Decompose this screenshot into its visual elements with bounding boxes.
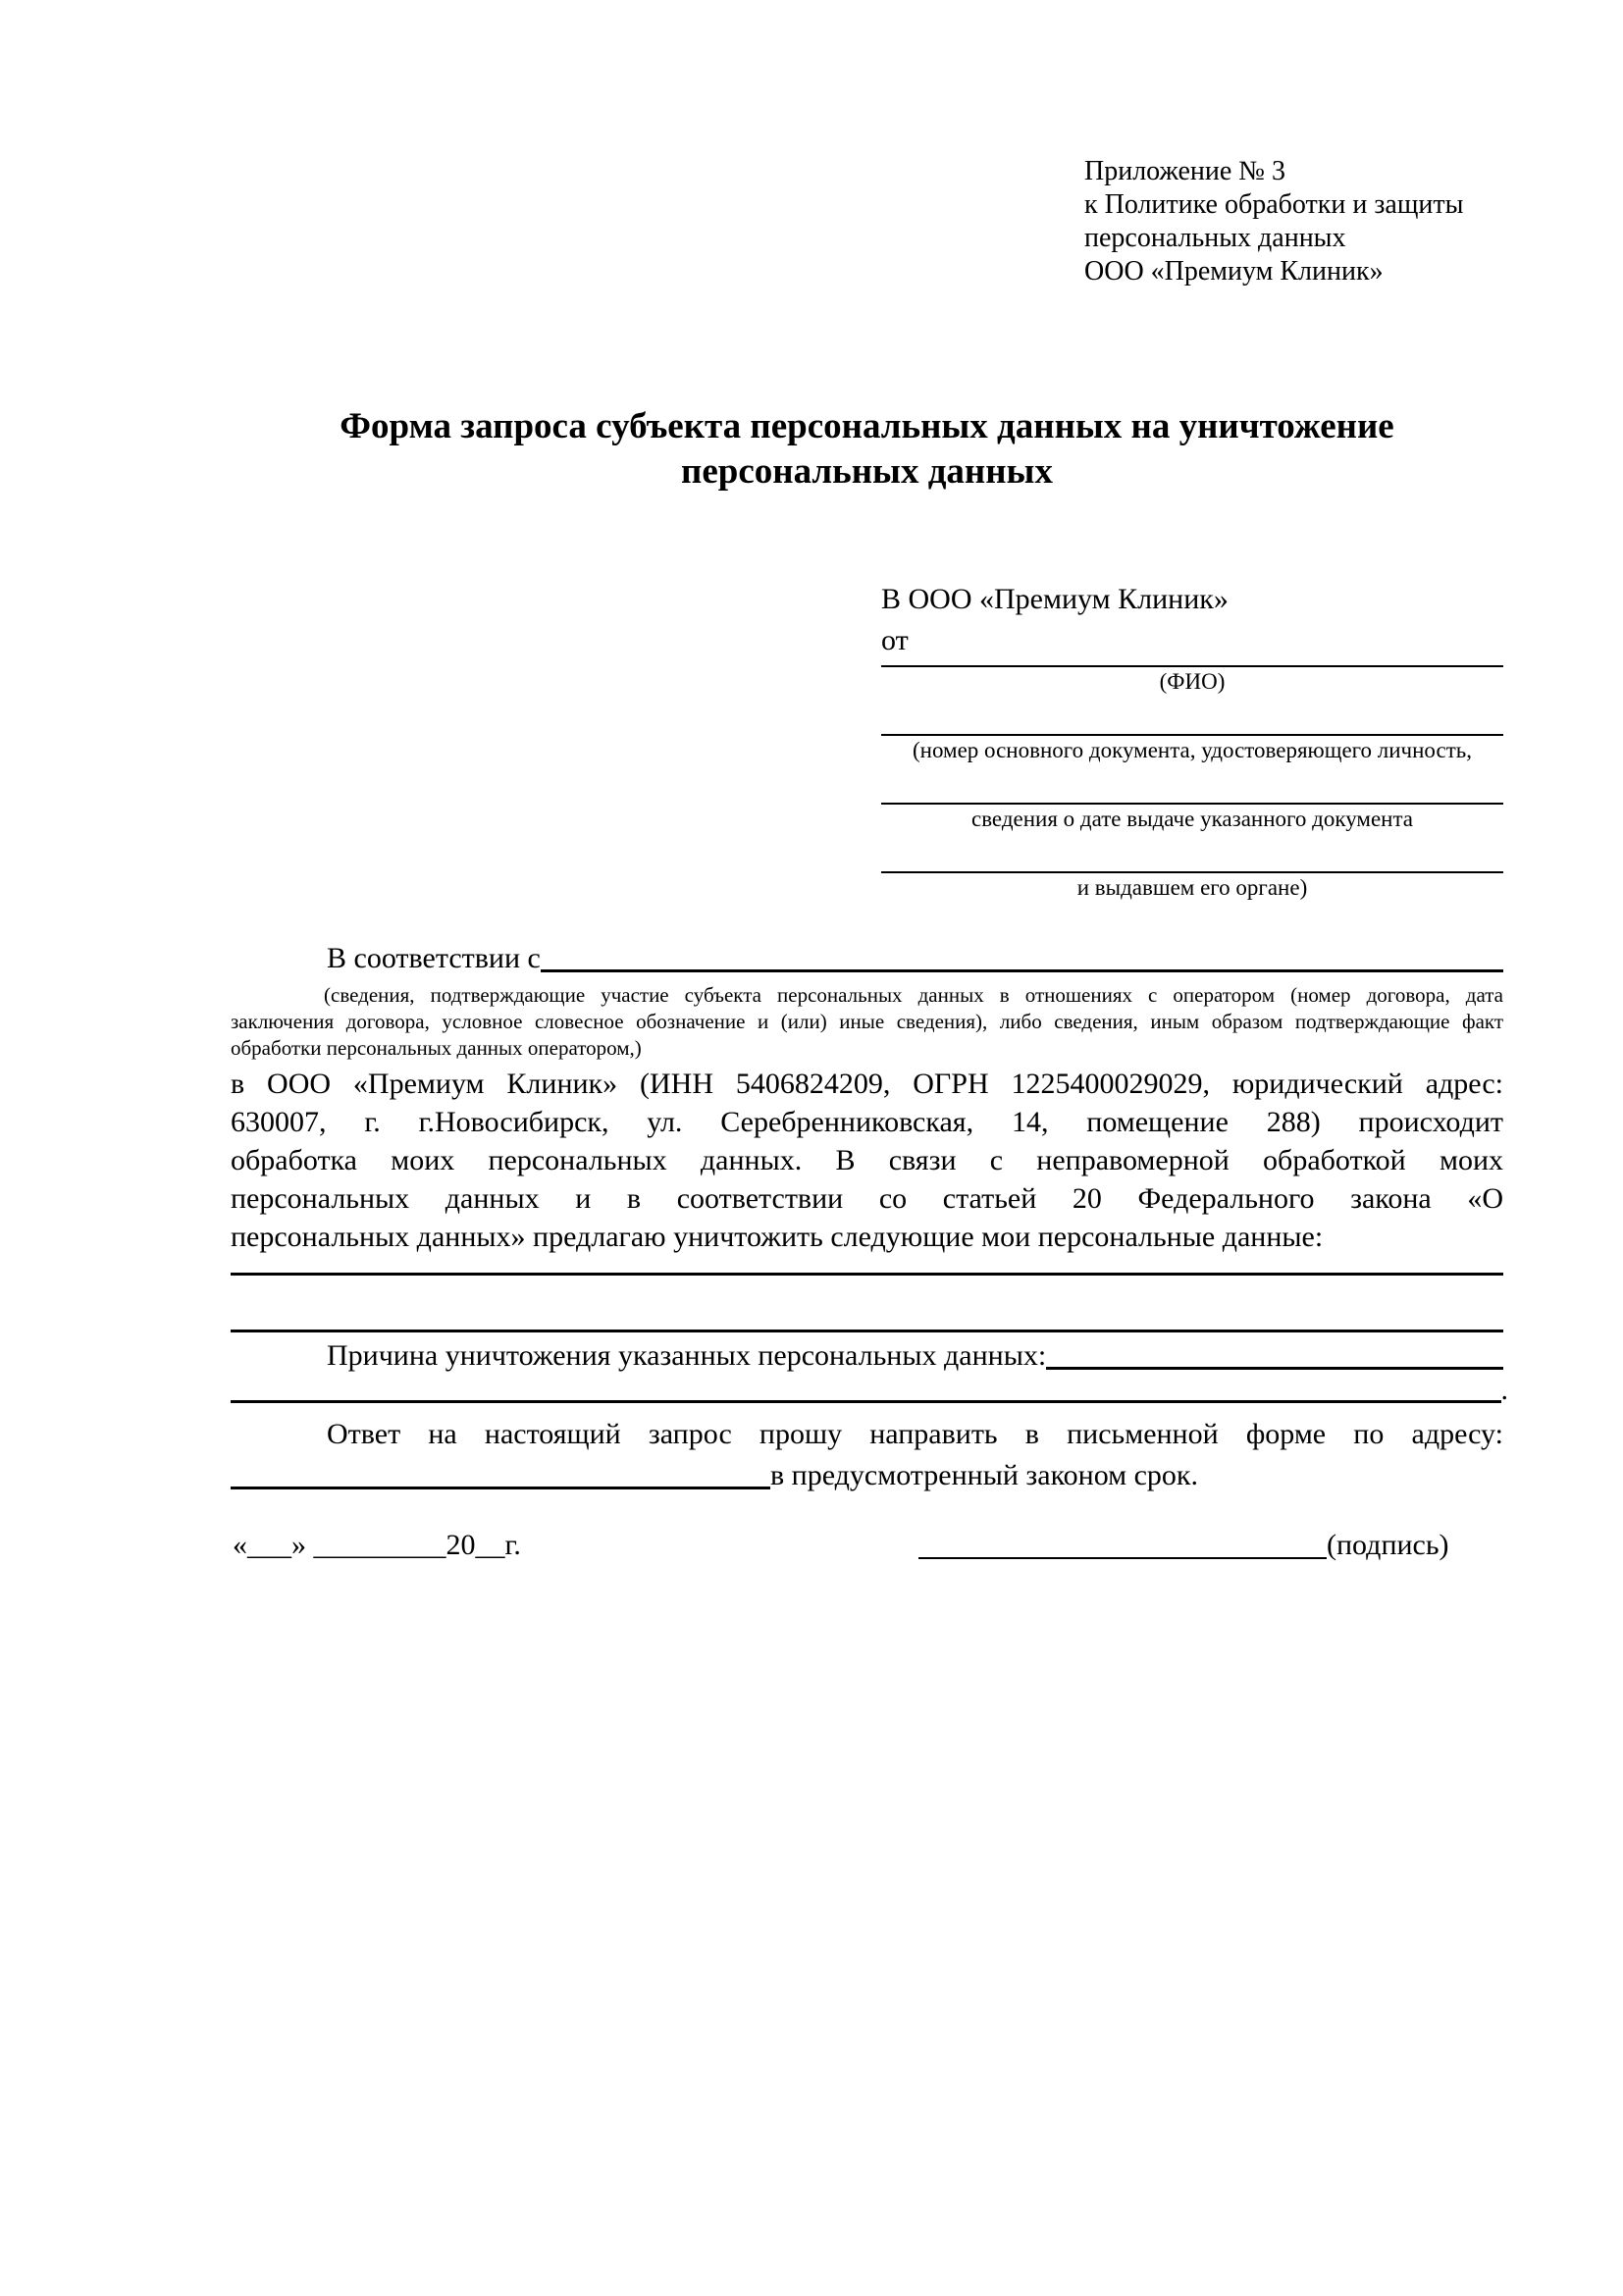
addressee-block <box>881 579 1503 902</box>
main-paragraph-line: персональных данных и в соответствии со статьей 20 Федерального закона «О <box>231 1182 1503 1215</box>
document-number-caption: (номер основного документа, удостоверяющего личность, <box>912 738 1472 762</box>
main-paragraph <box>231 1065 1503 1256</box>
appendix-line: ООО «Премиум Клиник» <box>1084 256 1384 287</box>
data-blank-line <box>231 1330 1503 1332</box>
issue-date-blank-line <box>881 764 1503 805</box>
main-paragraph-line: обработка моих персональных данных. В связи с неправомерной обработкой моих <box>231 1144 1503 1176</box>
response-request-suffix: в предусмотренный законом срок. <box>770 1459 1198 1491</box>
accordance-row <box>231 937 1503 978</box>
reason-row <box>231 1334 1503 1376</box>
appendix-line: персональных данных <box>1084 223 1346 253</box>
document-number-blank-line <box>881 696 1503 736</box>
document-title <box>231 404 1503 495</box>
explanatory-note <box>231 982 1503 1062</box>
accordance-blank-line <box>541 969 1503 972</box>
addressee-to: В ООО «Премиум Клиник» <box>881 583 1229 615</box>
appendix-line: Приложение № 3 <box>1084 156 1285 186</box>
appendix-reference-block <box>1084 155 1516 288</box>
address-blank-line <box>231 1487 770 1489</box>
note-line: обработки персональных данных оператором,) <box>231 1036 642 1060</box>
issue-date-caption: сведения о дате выдаче указанного документа <box>970 807 1414 831</box>
note-line: заключения договора, условное словесное обозначение и (или) иные сведения), либо сведения, иным образом подтверждающие факт <box>231 1010 1503 1033</box>
signature-blank-line <box>918 1557 1327 1559</box>
reason-label: Причина уничтожения указанных персональных данных: <box>327 1339 1047 1372</box>
main-paragraph-line: 630007, г. г.Новосибирск, ул. Серебренниковская, 14, помещение 288) происходит <box>231 1106 1503 1138</box>
reason-blank-line-rule <box>231 1400 1501 1403</box>
accordance-lead: В соответствии с <box>327 942 541 974</box>
reason-blank-line <box>1046 1367 1503 1370</box>
document-title-line: Форма запроса субъекта персональных данных на уничтожение <box>340 406 1394 446</box>
signature-block <box>918 1525 1449 1566</box>
response-address-row <box>231 1454 1503 1495</box>
fio-caption: (ФИО) <box>1159 669 1226 694</box>
date-blank: «___» _________20__г. <box>233 1529 521 1561</box>
footer-row <box>231 1525 1503 1572</box>
appendix-line: к Политике обработки и защиты <box>1084 189 1464 220</box>
document-title-line: персональных данных <box>681 451 1053 492</box>
issuing-authority-blank-line <box>881 833 1503 873</box>
note-line: (сведения, подтверждающие участие субъекта персональных данных в отношениях с оператором (номер договора, дата <box>324 983 1503 1007</box>
addressee-from-label: от <box>881 624 909 656</box>
issuing-authority-caption: и выдавшем его органе) <box>1076 875 1308 900</box>
reason-blank-line-2 <box>231 1376 1508 1405</box>
response-request-line: Ответ на настоящий запрос прошу направить в письменной форме по адресу: <box>327 1418 1503 1450</box>
main-paragraph-line: персональных данных» предлагаю уничтожить следующие мои персональные данные: <box>231 1221 1324 1253</box>
main-paragraph-line: в ООО «Премиум Клиник» (ИНН 5406824209, ОГРН 1225400029029, юридический адрес: <box>231 1068 1503 1100</box>
data-blank-line <box>231 1273 1503 1276</box>
period-mark: . <box>1500 1374 1508 1406</box>
signature-caption: (подпись) <box>1327 1529 1449 1561</box>
